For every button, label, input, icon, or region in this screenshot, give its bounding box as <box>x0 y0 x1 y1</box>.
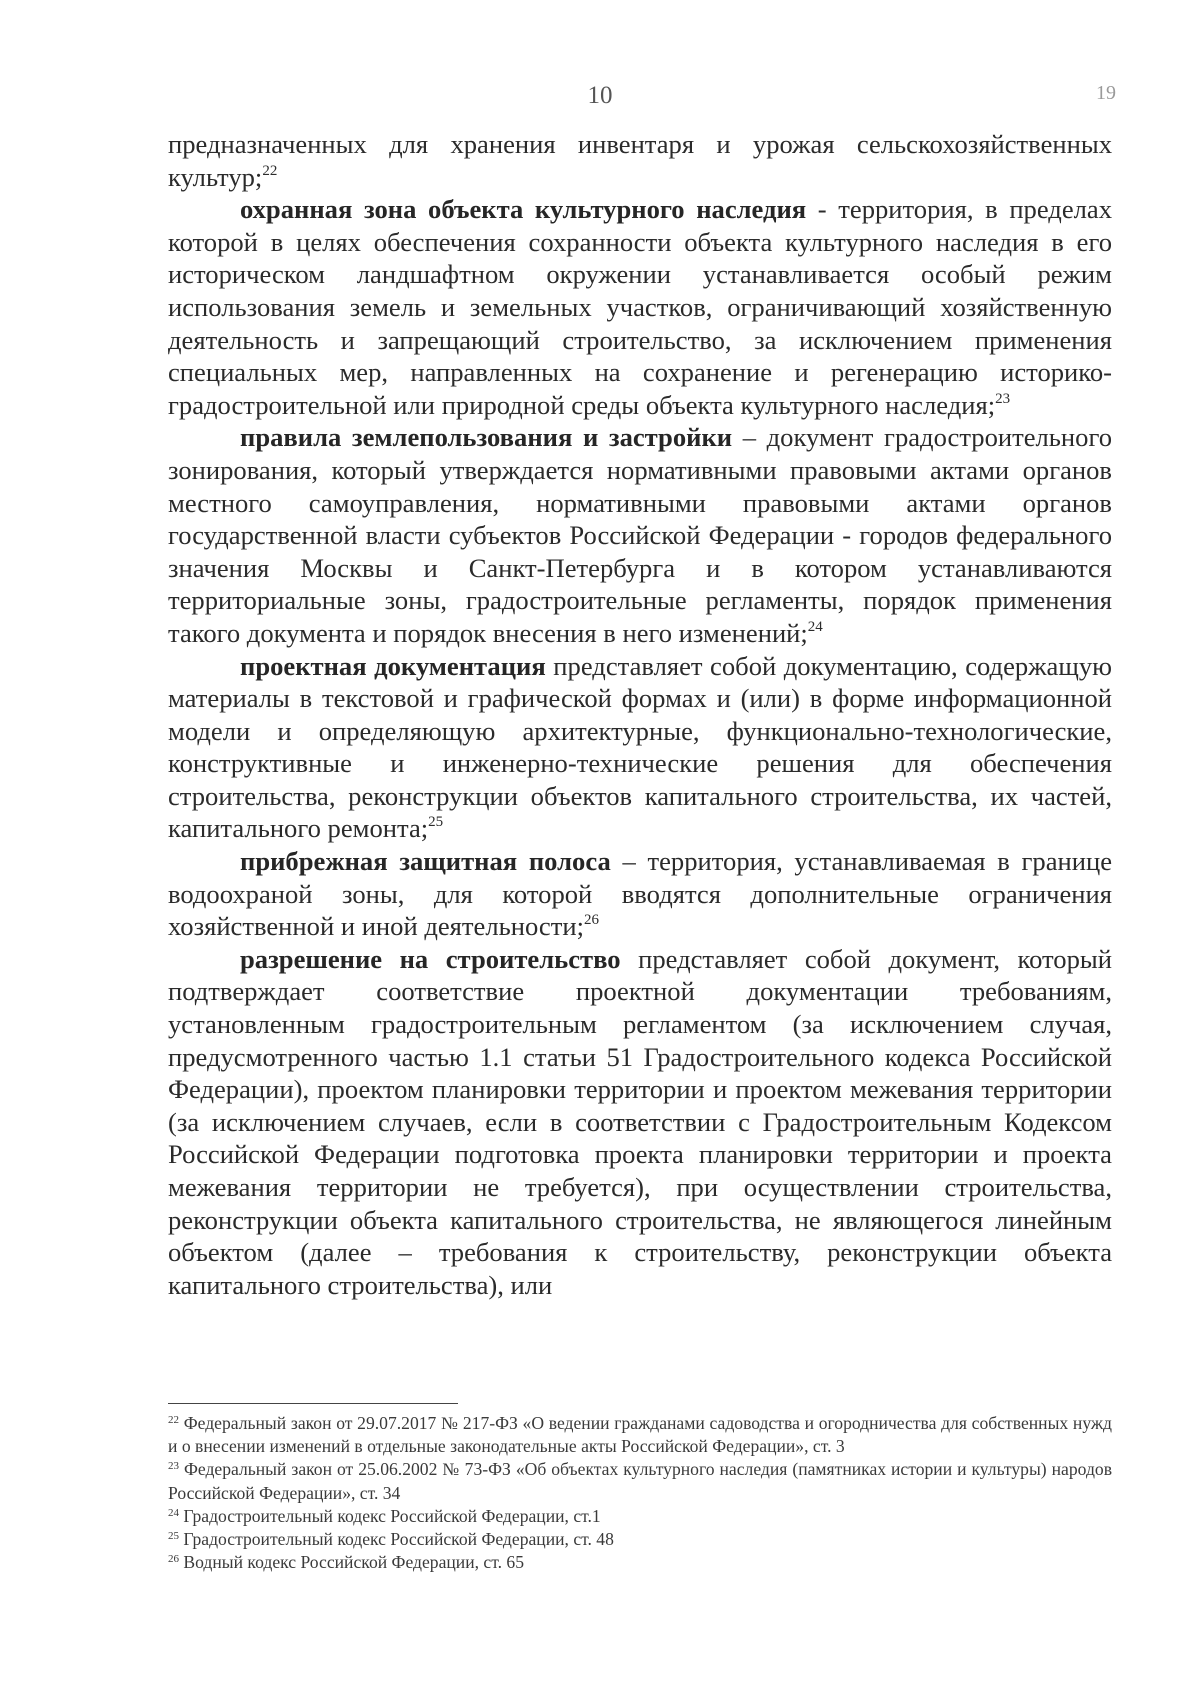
definition-text: представляет собой документ, который подтверждает соответствие проектной документации требованиям, установленным градостроительным регламентом (за исключением случая, предусмотренного частью 1.1 статьи 51 Градостроительного кодекса Российской Федерации), проектом планировки территории и проектом межевания территории (за исключением случаев, если в соответствии с Градостроительным Кодексом Российской Федерации подготовка проекта планировки территории и проекта межевания территории не требуется), при осуществлении строительства, реконструкции объекта капитального строительства, не являющегося линейным объектом (далее – требования к строительству, реконструкции объекта капитального строительства), или <box>168 943 1112 1300</box>
continuation-text: предназначенных для хранения инвентаря и урожая сельскохозяйственных культур; <box>168 129 1112 192</box>
footnote-text: Водный кодекс Российской Федерации, ст. 65 <box>179 1552 525 1573</box>
footnote-text: Градостроительный кодекс Российской Федерации, ст.1 <box>179 1505 601 1526</box>
definition-text: – территория, устанавливаемая в границе водоохраной зоны, для которой вводятся дополнительные ограничения хозяйственной и иной деятельности; <box>168 846 1113 942</box>
footnote-number: 24 <box>168 1506 179 1519</box>
footnote-text: Градостроительный кодекс Российской Федерации, ст. 48 <box>179 1529 614 1550</box>
footnote-22 <box>168 1412 1112 1458</box>
footnote-text: Федеральный закон от 25.06.2002 № 73-ФЗ «Об объектах культурного наследия (памятниках истории и культуры) народов Российской Федерации», ст. 34 <box>168 1459 1112 1503</box>
footnote-ref-23: 23 <box>995 390 1011 407</box>
definition-term: прибрежная защитная полоса <box>240 846 611 877</box>
footnote-ref-22: 22 <box>262 162 278 179</box>
corner-page-number: 19 <box>1096 82 1116 104</box>
definition-term: проектная документация <box>240 650 546 681</box>
definition-term: правила землепользования и застройки <box>240 422 733 453</box>
footnote-separator <box>168 1403 458 1404</box>
definition-term: охранная зона объекта культурного наследия <box>240 194 807 225</box>
footnote-number: 23 <box>168 1460 179 1473</box>
definition-okn-protection-zone <box>168 193 1112 421</box>
definition-project-documentation <box>168 650 1112 846</box>
footnote-number: 26 <box>168 1553 179 1566</box>
footnote-25 <box>168 1528 1112 1551</box>
definition-text: – документ градостроительного зонирования, который утверждается нормативными правовыми актами органов местного самоуправления, нормативными правовыми актами органов государственной власти субъектов Российской Федерации - городов федерального значения Москвы и Санкт-Петербурга и в котором устанавливаются территориальные зоны, градостроительные регламенты, порядок применения такого документа и порядок внесения в него изменений; <box>168 422 1113 648</box>
main-text <box>168 128 1112 1301</box>
footnote-24 <box>168 1505 1112 1528</box>
footnote-26 <box>168 1551 1112 1574</box>
definition-text: представляет собой документацию, содержащую материалы в текстовой и графической формах и (или) в форме информационной модели и определяющую архитектурные, функционально-технологические, конструктивные и инженерно-технические решения для обеспечения строительства, реконструкции объектов капитального строительства, их частей, капитального ремонта; <box>168 650 1113 844</box>
footnote-ref-24: 24 <box>807 618 823 635</box>
footnote-text: Федеральный закон от 29.07.2017 № 217-ФЗ «О ведении гражданами садоводства и огородничества для собственных нужд и о внесении изменений в отдельные законодательные акты Российской Федерации», ст. 3 <box>168 1413 1112 1457</box>
definition-text: - территория, в пределах которой в целях обеспечения сохранности объекта культурного наследия в его историческом ландшафтном окружении устанавливается особый режим использования земель и земельных участков, ограничивающий хозяйственную деятельность и запрещающий строительство, за исключением применения специальных мер, направленных на сохранение и регенерацию историко-градостроительной или природной среды объекта культурного наследия; <box>168 194 1113 420</box>
definition-term: разрешение на строительство <box>240 943 621 974</box>
footnotes <box>168 1412 1112 1574</box>
definition-building-permit <box>168 943 1112 1302</box>
continuation-paragraph <box>168 128 1112 193</box>
footnote-ref-25: 25 <box>428 814 444 831</box>
definition-coastal-strip <box>168 845 1112 943</box>
footnote-number: 22 <box>168 1414 179 1426</box>
footnote-ref-26: 26 <box>583 912 599 929</box>
page-number: 10 <box>587 82 613 109</box>
footnote-23 <box>168 1458 1112 1504</box>
definition-land-use-rules <box>168 421 1112 649</box>
footnote-number: 25 <box>168 1530 179 1543</box>
